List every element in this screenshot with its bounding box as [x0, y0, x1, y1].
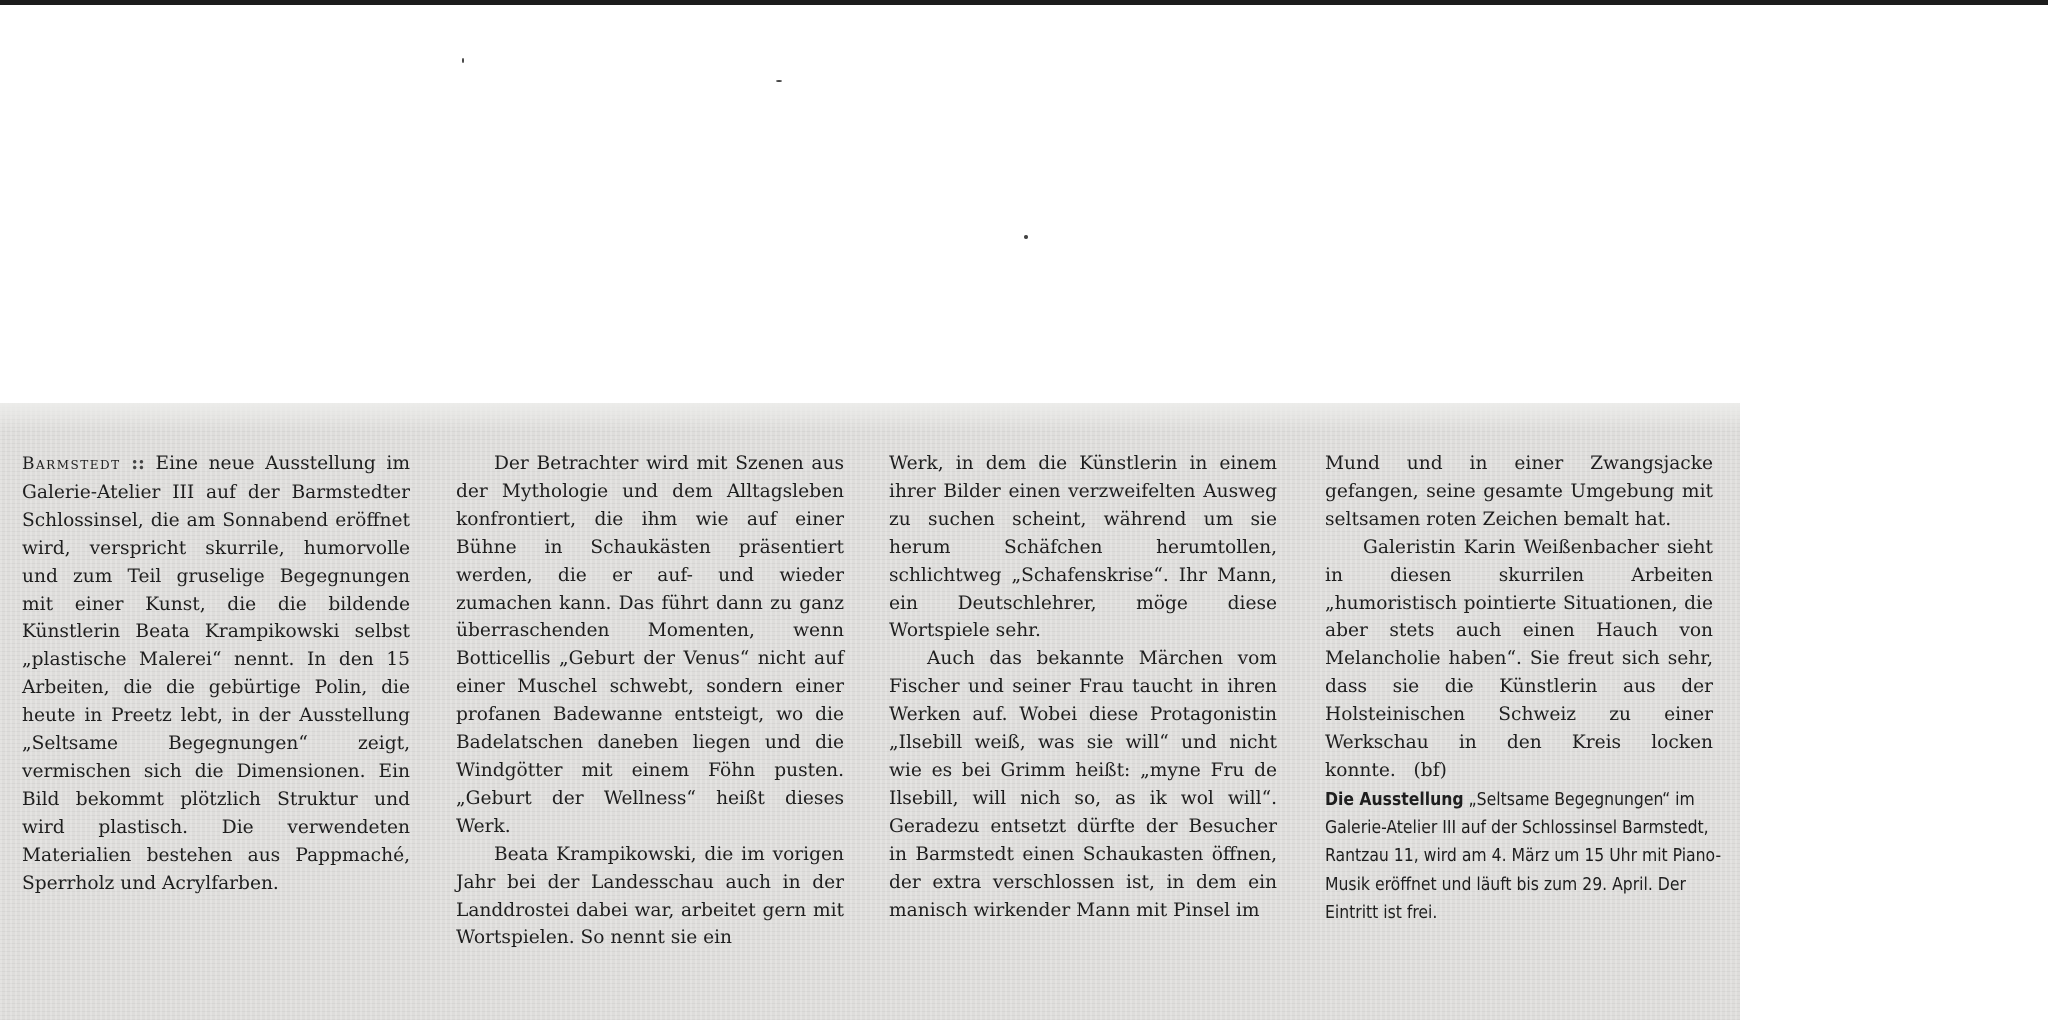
- author-initials: (bf): [1413, 759, 1447, 781]
- scan-speck: [776, 80, 782, 82]
- article-column-1: [22, 450, 410, 898]
- exhibition-info-box: [1325, 786, 1725, 927]
- article-paragraph: Beata Krampikowski, die im vorigen Jahr bei der Landesschau auch in der Landdrostei dabei war, arbeitet gern mit Wortspielen. So nennt sie ein: [456, 843, 844, 949]
- dateline-mark: ::: [131, 453, 145, 474]
- article-paragraph: [22, 450, 410, 898]
- article-column-2: [456, 450, 844, 952]
- info-box-text: „Seltsame Begegnungen“ im Galerie-Atelier III auf der Schlossinsel Barmstedt, Rantzau 11, wird am 4. März um 15 Uhr mit Piano-Musik eröffnet und läuft bis zum 29. April. Der Eintritt ist frei.: [1325, 790, 1722, 923]
- dateline: Barmstedt: [22, 454, 121, 474]
- scan-speck: [462, 58, 464, 63]
- article-column-4: [1325, 450, 1713, 785]
- article-text: Eine neue Ausstellung im Galerie-Atelier III auf der Barmstedter Schlossinsel, die am Sonnabend eröffnet wird, verspricht skurrile, humorvolle und zum Teil gruselige Begegnungen mit einer Kunst, die die bildende Künstlerin Beata Krampikowski selbst „plastische Malerei“ nennt. In den 15 Arbeiten, die die gebürtige Polin, die heute in Preetz lebt, in der Ausstellung „Seltsame Begegnungen“ zeigt, vermischen sich die Dimensionen. Ein Bild bekommt plötzlich Struktur und wird plastisch. Die verwendeten Materialien bestehen aus Pappmaché, Sperrholz und Acrylfarben.: [22, 453, 410, 894]
- scan-speck: [1024, 235, 1028, 239]
- article-paragraph: Auch das bekannte Märchen vom Fischer und seiner Frau taucht in ihren Werken auf. Wobei diese Protagonistin „Ilsebill weiß, was sie will“ und nicht wie es bei Grimm heißt: „myne Fru de Ilsebill, will nich so, as ik wol will“. Geradezu entsetzt dürfte der Besucher in Barmstedt einen Schaukasten öffnen, der extra verschlossen ist, in dem ein manisch wirkender Mann mit Pinsel im: [889, 648, 1277, 921]
- article-paragraph: [1325, 534, 1713, 785]
- scan-top-edge: [0, 0, 2048, 5]
- article-paragraph: Werk, in dem die Künstlerin in einem ihrer Bilder einen verzweifelten Ausweg zu suchen scheint, während um sie herum Schäfchen herumtollen, schlichtweg „Schafenskrise“. Ihr Mann, ein Deutschlehrer, möge diese Wortspiele sehr.: [889, 453, 1277, 642]
- article-column-3: [889, 450, 1277, 924]
- article-paragraph: Mund und in einer Zwangsjacke gefangen, seine gesamte Umgebung mit seltsamen roten Zeichen bemalt hat.: [1325, 453, 1713, 530]
- clipping-top-edge: [0, 403, 1740, 431]
- article-paragraph: Der Betrachter wird mit Szenen aus der Mythologie und dem Alltagsleben konfrontiert, die ihm wie auf einer Bühne in Schaukästen präsentiert werden, die er auf- und wieder zumachen kann. Das führt dann zu ganz überraschenden Momenten, wenn Botticellis „Geburt der Venus“ nicht auf einer Muschel schwebt, sondern einer profanen Badewanne entsteigt, wo die Badelatschen daneben liegen und die Windgötter mit einem Föhn pusten. „Geburt der Wellness“ heißt dieses Werk.: [456, 453, 844, 837]
- article-text: Galeristin Karin Weißenbacher sieht in diesen skurrilen Arbeiten „humoristisch pointierte Situationen, die aber stets auch einen Hauch von Melancholie haben“. Sie freut sich sehr, dass sie die Künstlerin aus der Holsteinischen Schweiz zu einer Werkschau in den Kreis locken konnte.: [1325, 536, 1713, 781]
- info-box-heading: Die Ausstellung: [1325, 790, 1464, 810]
